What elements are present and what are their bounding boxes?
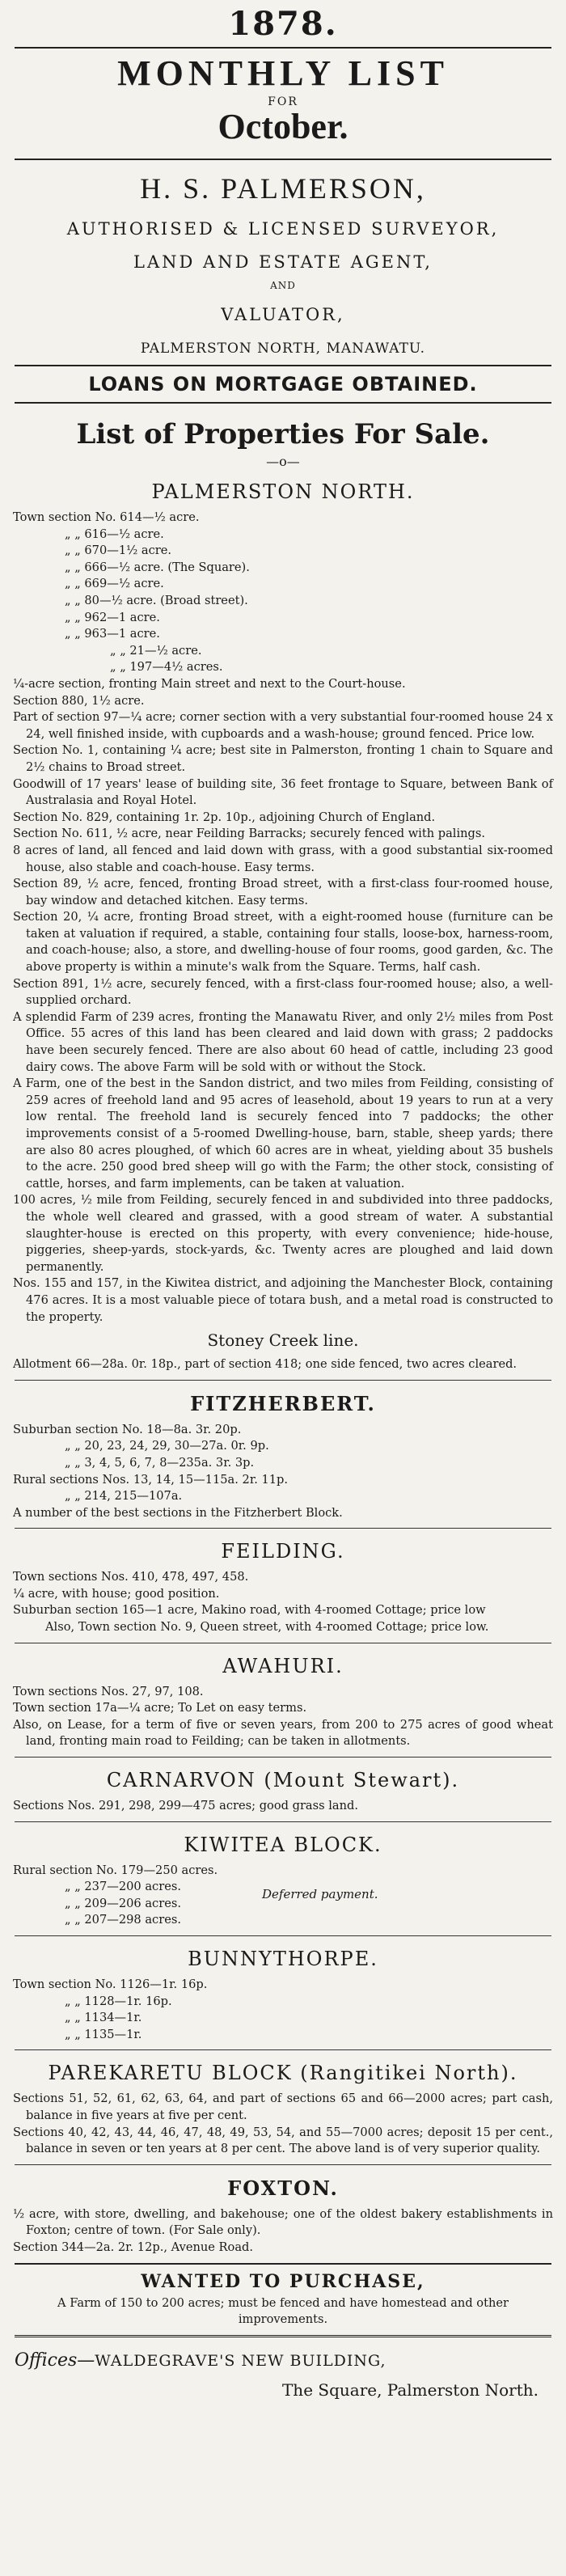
list-item: Sections Nos. 291, 298, 299—475 acres; good grass land.: [13, 1799, 358, 1813]
for-label: FOR: [268, 95, 298, 109]
kiwitea-entries: [11, 1863, 555, 1929]
feilding-entries: [11, 1569, 555, 1635]
list-item: Section 880, 1½ acre.: [13, 693, 145, 708]
bunnythorpe-entries: [11, 1977, 555, 2043]
list-item: A number of the best sections in the Fitzherbert Block.: [13, 1505, 343, 1520]
offices-label: Offices—: [15, 2350, 95, 2371]
list-item: „ „ 21—½ acre.: [110, 643, 202, 658]
list-item: „ „ 669—½ acre.: [65, 577, 164, 591]
agent-title-1: AUTHORISED & LICENSED SURVEYOR,: [66, 218, 500, 239]
list-item: „ „ 209—206 acres.: [65, 1896, 181, 1910]
list-item: Section 344—2a. 2r. 12p., Avenue Road.: [13, 2240, 253, 2254]
section-title: KIWITEA BLOCK.: [184, 1833, 382, 1856]
divider: [15, 2335, 551, 2337]
list-item: A splendid Farm of 239 acres, fronting the Manawatu River, and only 2½ miles from Post Office. 55 acres of this land has been cleared and laid down with grass; 2 paddocks have been securely fenced. There are also about 60 head of cattle, including 23 good dairy cows. The above Farm will be sold with or without the Stock.: [13, 1009, 553, 1074]
year-heading: 1878.: [228, 5, 338, 43]
list-heading: List of Properties For Sale.: [76, 418, 490, 451]
section-title: FITZHERBERT.: [190, 1391, 376, 1415]
subsection-title: Stoney Creek line.: [207, 1330, 359, 1351]
agent-location: PALMERSTON NORTH, MANAWATU.: [140, 341, 426, 357]
ornament: —o—: [266, 454, 300, 470]
agent-name: H. S. PALMERSON,: [140, 172, 426, 205]
foxton-entries: [11, 2206, 555, 2257]
wanted-text: A Farm of 150 to 200 acres; must be fenced and have homestead and other improvements.: [57, 2295, 509, 2327]
section-title: FEILDING.: [221, 1540, 345, 1563]
divider: [15, 47, 551, 49]
list-item: „ „ 670—1½ acre.: [65, 544, 172, 558]
list-item: 8 acres of land, all fenced and laid down with grass, with a good substantial six-roomed house, also stable and coach-house. Easy terms.: [13, 843, 553, 874]
divider: [15, 1380, 551, 1381]
list-item: Town sections Nos. 27, 97, 108.: [13, 1684, 204, 1698]
list-item: Sections 40, 42, 43, 44, 46, 47, 48, 49, 53, 54, and 55—7000 acres; deposit 15 per cent., balance in seven or ten years at 8 per cent. The above land is of very superior quality.: [13, 2125, 553, 2156]
month-title: October.: [218, 107, 348, 147]
list-item: Allotment 66—28a. 0r. 18p., part of section 418; one side fenced, two acres cleared.: [13, 1357, 517, 1372]
divider: [15, 1757, 551, 1758]
parekaretu-entries: [11, 2091, 555, 2157]
list-item: Also, Town section No. 9, Queen street, with 4-roomed Cottage; price low.: [45, 1620, 489, 1635]
list-item: „ „ 1128—1r. 16p.: [65, 1994, 172, 2008]
list-item: Part of section 97—¼ acre; corner section with a very substantial four-roomed house 24 x 24, well finished inside, with cupboards and a wash-house; ground fenced. Price low.: [13, 710, 553, 741]
list-item: „ „ 666—½ acre. (The Square).: [65, 560, 250, 574]
list-item: Town sections Nos. 410, 478, 497, 458.: [13, 1570, 249, 1584]
list-item: „ „ 962—1 acre.: [65, 610, 160, 624]
list-item: Sections 51, 52, 61, 62, 63, 64, and part of sections 65 and 66—2000 acres; part cash, balance in five years at five per cent.: [13, 2092, 553, 2122]
section-title: PALMERSTON NORTH.: [151, 480, 415, 504]
divider: [15, 365, 551, 366]
awahuri-entries: [11, 1684, 555, 1750]
list-item: Suburban section No. 18—8a. 3r. 20p.: [13, 1422, 242, 1436]
list-item: „ „ 197—4½ acres.: [110, 660, 223, 675]
section-title: FOXTON.: [227, 2176, 339, 2200]
list-item: Section No. 1, containing ¼ acre; best site in Palmerston, fronting 1 chain to Square and 2½ chains to Broad street.: [13, 743, 553, 774]
list-item: Town section No. 614—½ acre.: [13, 510, 200, 525]
section-title: BUNNYTHORPE.: [188, 1948, 378, 1971]
list-item: ¼-acre section, fronting Main street and next to the Court-house.: [13, 676, 406, 691]
monthly-list-title: MONTHLY LIST: [117, 53, 449, 93]
section-title: PAREKARETU BLOCK (Rangitikei North).: [48, 2062, 518, 2085]
deferred-payment-note: Deferred payment.: [262, 1886, 378, 1901]
palmerston-entries: [11, 510, 555, 1326]
list-item: Section 891, 1½ acre, securely fenced, with a first-class four-roomed house; also, a well-supplied orchard.: [13, 976, 553, 1008]
list-item: „ „ 237—200 acres.: [65, 1880, 181, 1894]
agent-title-3: VALUATOR,: [221, 304, 345, 324]
loans-heading: LOANS ON MORTGAGE OBTAINED.: [88, 373, 478, 396]
list-item: Section 20, ¼ acre, fronting Broad street, with a eight-roomed house (furniture can be taken at valuation if required, a stable, containing four stalls, loose-box, harness-room, and coach-house; also, a store, and dwelling-house of four rooms, good garden, &c. The above property is within a minute's walk from the Square. Terms, half cash.: [13, 910, 553, 975]
offices-building: WALDEGRAVE'S NEW BUILDING,: [95, 2351, 386, 2370]
list-item: „ „ 1134—1r.: [65, 2011, 142, 2025]
list-item: „ „ 207—298 acres.: [65, 1913, 181, 1927]
list-item: Section No. 829, containing 1r. 2p. 10p., adjoining Church of England.: [13, 810, 436, 824]
list-item: „ „ 963—1 acre.: [65, 627, 160, 641]
list-item: Town section 17a—¼ acre; To Let on easy terms.: [13, 1701, 307, 1715]
list-item: A Farm, one of the best in the Sandon district, and two miles from Feilding, consisting of 259 acres of freehold land and 95 acres of leasehold, about 19 years to run at a very low rental. The freehold land is securely fenced into 7 paddocks; the other improvements consist of a 5-roomed Dwelling-house, barn, stable, sheep yards; there are also 80 acres ploughed, of which 60 acres are in wheat, yielding about 35 bushels to the acre. 250 good bred sheep will go with the Farm; the other stock, consisting of cattle, horses, and farm implements, can be taken at valuation.: [13, 1077, 553, 1191]
list-item: „ „ 616—½ acre.: [65, 527, 164, 541]
stoney-creek-entries: [11, 1356, 555, 1373]
list-item: Suburban section 165—1 acre, Makino road, with 4-roomed Cottage; price low: [13, 1603, 486, 1618]
divider: [15, 1935, 551, 1936]
list-item: „ „ 214, 215—107a.: [65, 1489, 183, 1504]
and-label: AND: [270, 280, 296, 292]
list-item: „ „ 80—½ acre. (Broad street).: [65, 594, 248, 608]
list-item: Nos. 155 and 157, in the Kiwitea district, and adjoining the Manchester Block, containing 476 acres. It is a most valuable piece of totara bush, and a metal road is constructed to the property.: [13, 1276, 553, 1324]
section-title: AWAHURI.: [222, 1654, 344, 1677]
divider: [15, 2049, 551, 2050]
list-item: 100 acres, ½ mile from Feilding, securely fenced in and subdivided into three paddocks, the whole well cleared and grassed, with a good stream of water. A substantial slaughter-house is erected on this property, with every convenience; hide-house, piggeries, sheep-yards, stock-yards, &c. Twenty acres are ploughed and laid down permanently.: [13, 1193, 553, 1274]
offices-line: [15, 2350, 551, 2371]
list-item: Goodwill of 17 years' lease of building site, 36 feet frontage to Square, between Bank of Australasia and Royal Hotel.: [13, 776, 553, 808]
divider: [15, 1528, 551, 1529]
divider: [15, 2164, 551, 2165]
list-item: Also, on Lease, for a term of five or seven years, from 200 to 275 acres of good wheat land, fronting main road to Feilding; can be taken in allotments.: [13, 1717, 553, 1749]
list-item: ½ acre, with store, dwelling, and bakehouse; one of the oldest bakery establishments in Foxton; centre of town. (For Sale only).: [13, 2206, 553, 2238]
carnarvon-entries: [11, 1798, 555, 1815]
section-title: CARNARVON (Mount Stewart).: [106, 1769, 460, 1792]
offices-address: The Square, Palmerston North.: [281, 2379, 539, 2400]
list-item: ¼ acre, with house; good position.: [13, 1586, 220, 1601]
divider: [15, 159, 551, 160]
wanted-heading: WANTED TO PURCHASE,: [141, 2270, 425, 2292]
advertisement-page: [0, 5, 566, 2576]
divider: [15, 2263, 551, 2265]
fitzherbert-entries: [11, 1422, 555, 1522]
list-item: Section 89, ½ acre, fenced, fronting Broad street, with a first-class four-roomed house, bay window and detached kitchen. Easy terms.: [13, 877, 553, 907]
list-item: Section No. 611, ½ acre, near Feilding Barracks; securely fenced with palings.: [13, 827, 485, 841]
list-item: „ „ 20, 23, 24, 29, 30—27a. 0r. 9p.: [65, 1439, 269, 1453]
divider: [15, 402, 551, 404]
list-item: Rural sections Nos. 13, 14, 15—115a. 2r. 11p.: [13, 1472, 289, 1487]
list-item: „ „ 1135—1r.: [65, 2027, 142, 2041]
agent-title-2: LAND AND ESTATE AGENT,: [133, 252, 433, 272]
list-item: Rural section No. 179—250 acres.: [13, 1863, 218, 1877]
list-item: Town section No. 1126—1r. 16p.: [13, 1977, 208, 1992]
list-item: „ „ 3, 4, 5, 6, 7, 8—235a. 3r. 3p.: [65, 1455, 255, 1470]
divider: [15, 1821, 551, 1822]
